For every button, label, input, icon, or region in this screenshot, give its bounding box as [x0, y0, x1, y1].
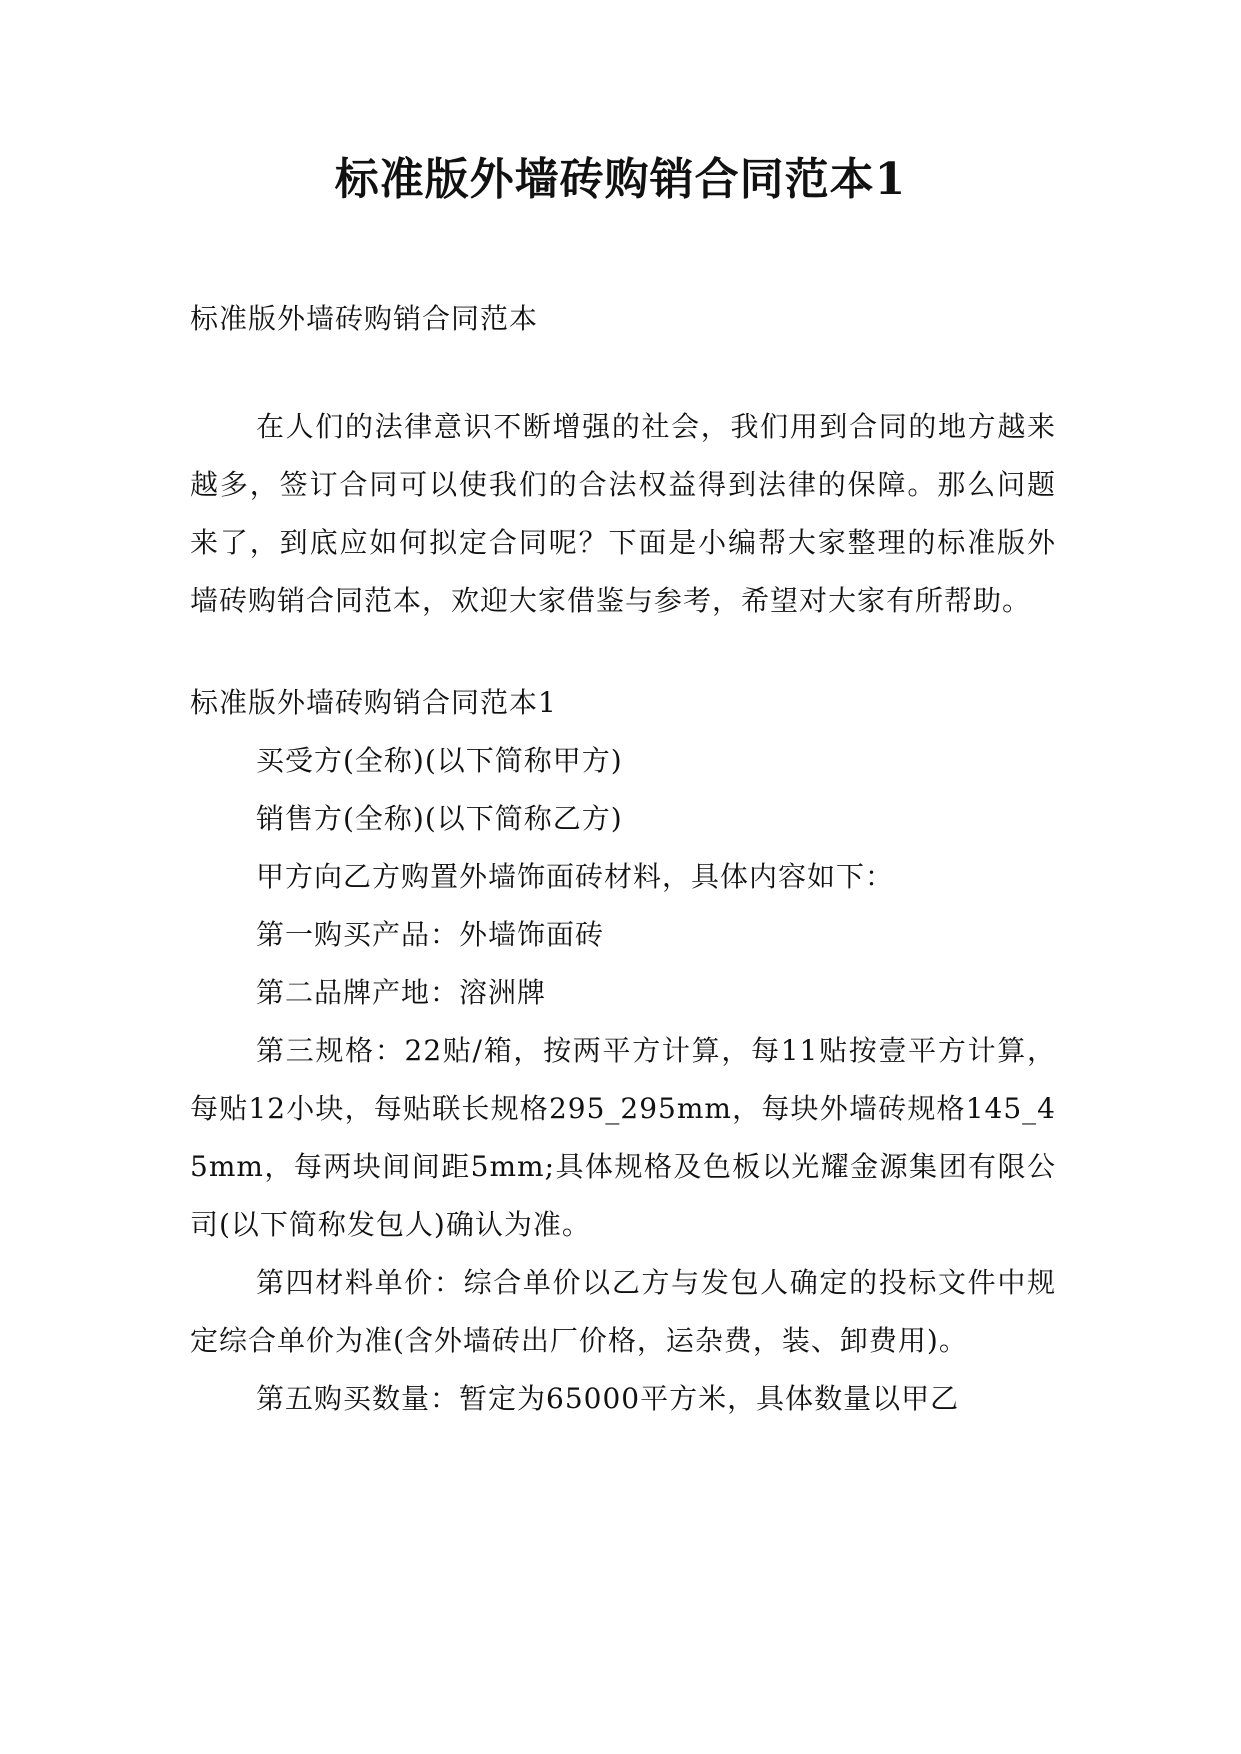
clause-specification: 第三规格：22贴/箱，按两平方计算，每11贴按壹平方计算，每贴12小块，每贴联长规格295_295mm，每块外墙砖规格145_45mm，每两块间间距5mm;具体规格及色板以光耀金源集团有限公司(以下简称发包人)确认为准。	[190, 1034, 1056, 1241]
document-subtitle: 标准版外墙砖购销合同范本	[190, 302, 539, 335]
clause-brand-origin: 第二品牌产地：溶洲牌	[256, 976, 547, 1009]
intro-paragraph: 在人们的法律意识不断增强的社会，我们用到合同的地方越来越多，签订合同可以使我们的合法权益得到法律的保障。那么问题来了，到底应如何拟定合同呢？下面是小编帮大家整理的标准版外墙砖购销合同范本，欢迎大家借鉴与参考，希望对大家有所帮助。	[190, 410, 1056, 617]
document-title: 标准版外墙砖购销合同范本1	[334, 154, 907, 205]
section-heading: 标准版外墙砖购销合同范本1	[190, 686, 557, 719]
clause-purchase-statement: 甲方向乙方购置外墙饰面砖材料，具体内容如下：	[256, 860, 895, 893]
clause-seller: 销售方(全称)(以下简称乙方)	[256, 802, 623, 835]
clause-product: 第一购买产品：外墙饰面砖	[256, 918, 605, 951]
clause-quantity: 第五购买数量：暂定为65000平方米，具体数量以甲乙	[256, 1382, 960, 1415]
clause-buyer: 买受方(全称)(以下简称甲方)	[256, 744, 623, 777]
document-body	[190, 290, 1056, 1428]
clause-unit-price: 第四材料单价：综合单价以乙方与发包人确定的投标文件中规定综合单价为准(含外墙砖出厂价格，运杂费，装、卸费用)。	[190, 1266, 1056, 1357]
